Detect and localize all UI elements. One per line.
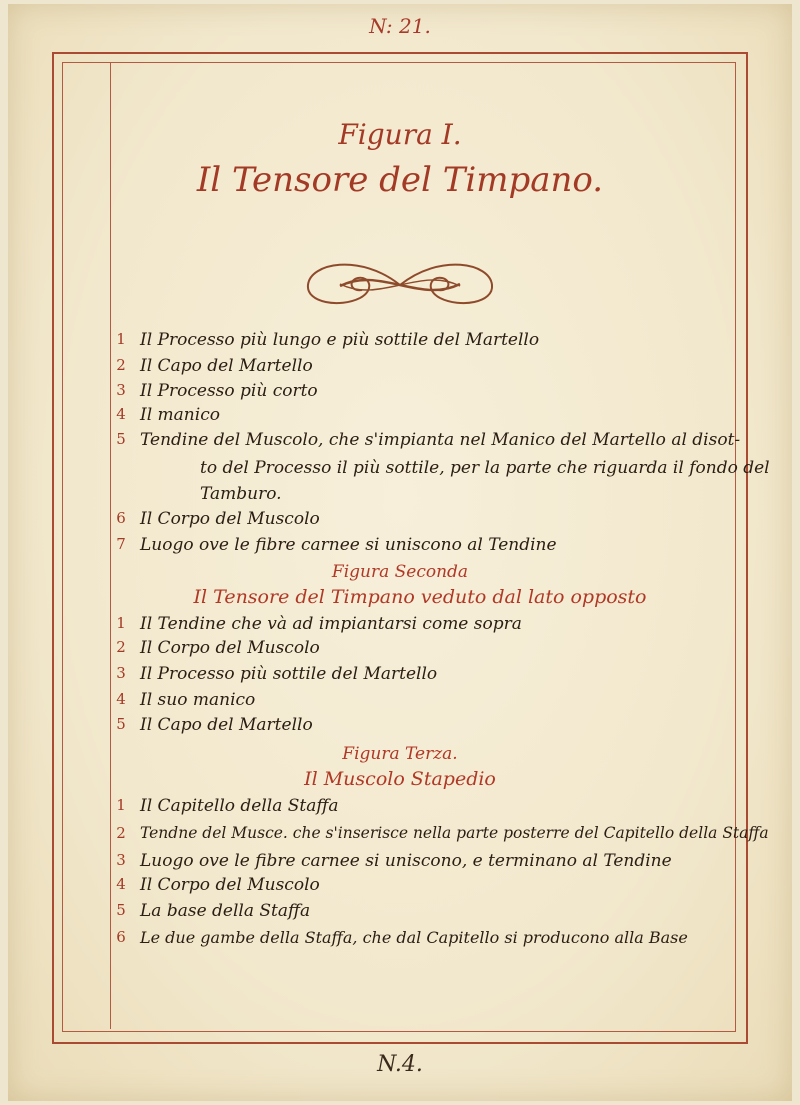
item-text: Il Processo più sottile del Martello [140, 664, 438, 684]
figure3-subtitle: Il Muscolo Stapedio [304, 768, 496, 790]
item-text: Il Corpo del Muscolo [140, 875, 320, 895]
page-number-top: N: 21. [369, 14, 431, 38]
figure3-title: Figura Terza. [342, 744, 458, 764]
item-number: 3 [116, 664, 126, 682]
item-text: Le due gambe della Staffa, che dal Capitello si producono alla Base [140, 928, 688, 947]
item-number: 2 [116, 638, 126, 656]
item-text: Il suo manico [140, 690, 256, 710]
item-number: 4 [116, 690, 126, 708]
item-number: 3 [116, 381, 126, 399]
number-column-rule [110, 63, 111, 1029]
figure1-title: Figura I. [338, 118, 462, 151]
item-number: 1 [116, 796, 126, 814]
item-number: 7 [116, 535, 126, 553]
item-text: Luogo ove le fibre carnee si uniscono al Tendine [140, 535, 557, 555]
item-text-continuation: to del Processo il più sottile, per la parte che riguarda il fondo del [200, 458, 770, 478]
item-number: 6 [116, 509, 126, 527]
item-number: 5 [116, 430, 126, 448]
item-number: 1 [116, 330, 126, 348]
item-text: Il Corpo del Muscolo [140, 638, 320, 658]
item-text: Il manico [140, 405, 220, 425]
item-number: 4 [116, 875, 126, 893]
page-number-bottom: N.4. [377, 1052, 423, 1077]
figure1-subtitle: Il Tensore del Timpano. [196, 160, 604, 200]
item-number: 5 [116, 715, 126, 733]
item-text: Il Capo del Martello [140, 715, 313, 735]
item-number: 1 [116, 614, 126, 632]
figure2-subtitle: Il Tensore del Timpano veduto dal lato opposto [193, 586, 647, 608]
item-text: Il Capo del Martello [140, 356, 313, 376]
item-number: 2 [116, 824, 126, 842]
item-text: La base della Staffa [140, 901, 311, 921]
item-text: Tendne del Musce. che s'inserisce nella parte posterre del Capitello della Staffa [140, 824, 769, 842]
item-text-continuation: Tamburo. [200, 484, 282, 504]
item-text: Il Processo più lungo e più sottile del Martello [140, 330, 540, 350]
item-text: Luogo ove le fibre carnee si uniscono, e terminano al Tendine [140, 851, 672, 871]
item-number: 2 [116, 356, 126, 374]
item-text: Tendine del Muscolo, che s'impianta nel Manico del Martello al disot- [140, 430, 741, 450]
item-text: Il Processo più corto [140, 381, 318, 401]
item-text: Il Capitello della Staffa [140, 796, 339, 816]
item-text: Il Tendine che và ad impiantarsi come sopra [140, 614, 522, 634]
item-text: Il Corpo del Muscolo [140, 509, 320, 529]
item-number: 5 [116, 901, 126, 919]
item-number: 4 [116, 405, 126, 423]
item-number: 6 [116, 928, 126, 946]
figure2-title: Figura Seconda [331, 562, 469, 582]
flourish-ornament-icon [300, 258, 500, 312]
item-number: 3 [116, 851, 126, 869]
